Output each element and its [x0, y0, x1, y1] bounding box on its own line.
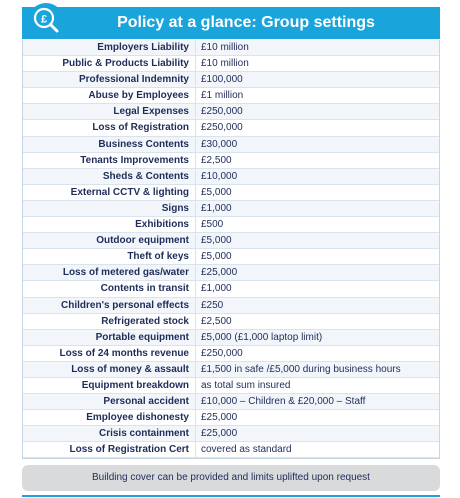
column-divider	[195, 40, 196, 55]
table-row	[23, 362, 439, 378]
coverage-label: Tenants Improvements	[80, 154, 189, 166]
coverage-value: £250,000	[201, 106, 243, 118]
column-divider	[195, 298, 196, 313]
coverage-value: £25,000	[201, 267, 238, 279]
column-divider	[195, 265, 196, 280]
column-divider	[195, 72, 196, 87]
table-row	[23, 426, 439, 442]
column-divider	[195, 169, 196, 184]
coverage-value: £2,500	[201, 154, 232, 166]
coverage-label: Portable equipment	[95, 331, 189, 343]
coverage-label: Theft of keys	[127, 251, 189, 263]
coverage-value: £10,000 – Children & £20,000 – Staff	[201, 396, 366, 408]
table-row	[23, 314, 439, 330]
table-row	[23, 346, 439, 362]
coverage-value: £1,000	[201, 283, 232, 295]
table-row	[23, 201, 439, 217]
coverage-value: £25,000	[201, 428, 238, 440]
coverage-label: Children's personal effects	[61, 299, 189, 311]
column-divider	[195, 410, 196, 425]
table-row	[23, 169, 439, 185]
column-divider	[195, 314, 196, 329]
coverage-value: £1,000	[201, 202, 232, 214]
table-row	[23, 88, 439, 104]
table-row	[23, 265, 439, 281]
column-divider	[195, 120, 196, 135]
coverage-value: £5,000	[201, 251, 232, 263]
coverage-label: Signs	[161, 202, 189, 214]
column-divider	[195, 104, 196, 119]
table-row	[23, 233, 439, 249]
table-row	[23, 185, 439, 201]
column-divider	[195, 137, 196, 152]
coverage-label: Loss of 24 months revenue	[59, 347, 189, 359]
table-row	[23, 56, 439, 72]
table-row	[23, 249, 439, 265]
coverage-label: External CCTV & lighting	[70, 186, 189, 198]
column-divider	[195, 185, 196, 200]
building-cover-note: Building cover can be provided and limits uplifted upon request	[22, 465, 440, 491]
coverage-label: Loss of Registration	[92, 122, 189, 134]
coverage-value: £10 million	[201, 42, 249, 53]
coverage-label: Refrigerated stock	[101, 315, 189, 327]
table-row	[23, 137, 439, 153]
column-divider	[195, 217, 196, 232]
table-row	[23, 72, 439, 88]
coverage-label: Public & Products Liability	[62, 58, 189, 70]
coverage-table	[22, 40, 440, 459]
coverage-value: £30,000	[201, 138, 238, 150]
coverage-label: Loss of metered gas/water	[62, 267, 189, 279]
coverage-value: £5,000	[201, 235, 232, 247]
table-row	[23, 217, 439, 233]
coverage-value: £250,000	[201, 347, 243, 359]
bottom-divider	[22, 495, 440, 497]
svg-text:£: £	[40, 13, 48, 26]
table-row	[23, 442, 439, 458]
column-divider	[195, 281, 196, 296]
coverage-value: £1,500 in safe /£5,000 during business hours	[201, 363, 401, 375]
coverage-value: £10 million	[201, 58, 249, 70]
coverage-label: Professional Indemnity	[78, 74, 189, 86]
column-divider	[195, 426, 196, 441]
table-row	[23, 40, 439, 56]
table-row	[23, 298, 439, 314]
coverage-value: £100,000	[201, 74, 243, 86]
coverage-label: Business Contents	[98, 138, 189, 150]
table-row	[23, 104, 439, 120]
coverage-value: £250,000	[201, 122, 243, 134]
page-title: Policy at a glance: Group settings	[117, 14, 375, 31]
coverage-label: Employers Liability	[97, 42, 189, 53]
coverage-label: Crisis containment	[98, 428, 189, 440]
header-bar	[22, 7, 440, 39]
column-divider	[195, 249, 196, 264]
coverage-label: Personal accident	[103, 396, 189, 408]
column-divider	[195, 362, 196, 377]
coverage-value: covered as standard	[201, 444, 292, 456]
coverage-label: Loss of Registration Cert	[69, 444, 189, 456]
coverage-value: £5,000 (£1,000 laptop limit)	[201, 331, 323, 343]
coverage-label: Legal Expenses	[113, 106, 189, 118]
coverage-label: Employee dishonesty	[86, 412, 189, 424]
coverage-label: Sheds & Contents	[102, 170, 189, 182]
coverage-label: Outdoor equipment	[96, 235, 189, 247]
coverage-value: £5,000	[201, 186, 232, 198]
column-divider	[195, 56, 196, 71]
coverage-label: Equipment breakdown	[81, 379, 189, 391]
column-divider	[195, 394, 196, 409]
column-divider	[195, 153, 196, 168]
coverage-label: Loss of money & assault	[71, 363, 189, 375]
column-divider	[195, 201, 196, 216]
coverage-label: Abuse by Employees	[88, 90, 189, 102]
table-row	[23, 281, 439, 297]
coverage-value: as total sum insured	[201, 379, 291, 391]
table-row	[23, 378, 439, 394]
column-divider	[195, 233, 196, 248]
coverage-value: £1 million	[201, 90, 244, 102]
table-row	[23, 153, 439, 169]
column-divider	[195, 378, 196, 393]
coverage-label: Contents in transit	[100, 283, 189, 295]
column-divider	[195, 346, 196, 361]
column-divider	[195, 442, 196, 457]
coverage-value: £2,500	[201, 315, 232, 327]
coverage-value: £10,000	[201, 170, 238, 182]
table-row	[23, 120, 439, 136]
coverage-value: £500	[201, 219, 224, 231]
column-divider	[195, 88, 196, 103]
coverage-label: Exhibitions	[135, 219, 189, 231]
column-divider	[195, 330, 196, 345]
table-row	[23, 394, 439, 410]
coverage-value: £25,000	[201, 412, 238, 424]
pound-search-icon	[27, 2, 65, 40]
table-row	[23, 330, 439, 346]
coverage-value: £250	[201, 299, 224, 311]
table-row	[23, 410, 439, 426]
